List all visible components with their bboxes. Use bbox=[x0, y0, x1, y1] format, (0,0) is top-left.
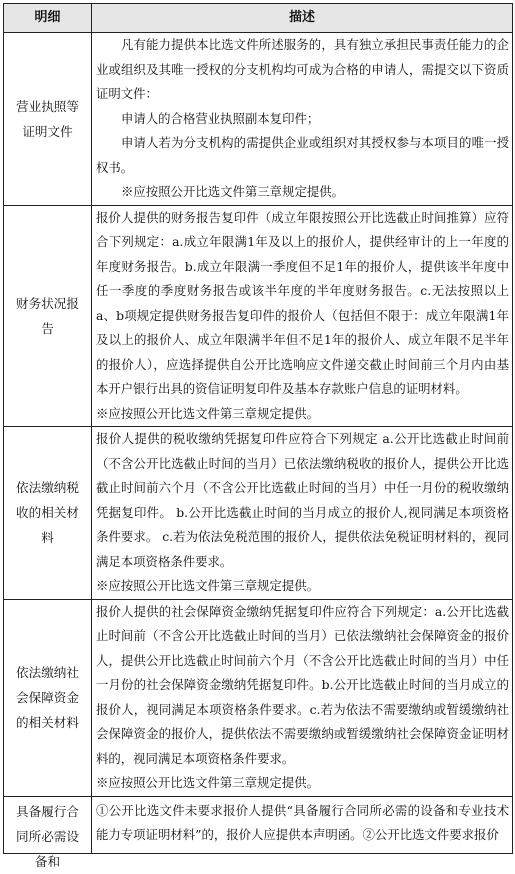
row-description bbox=[92, 33, 513, 206]
table-row bbox=[4, 599, 513, 796]
row-description bbox=[92, 427, 513, 600]
requirements-table bbox=[3, 3, 513, 869]
header-item: 明细 bbox=[4, 4, 92, 33]
row-item-label: 财务状况报告 bbox=[4, 205, 92, 427]
row-description bbox=[92, 599, 513, 796]
description-paragraph: 报价人提供的税收缴纳凭据复印件应符合下列规定 a.公开比选截止时间前（不含公开比选截止时间的当月）已依法缴纳税收的报价人，提供公开比选截止时间前六个月（不含公开比选截止时间的当月）中任一月份的税收缴纳凭据复印件。 b.公开比选截止时间的当月成立的报价人,视同满足本项资格条件要求。 c.若为依法免税范围的报价人，提供依法免税证明材料的，视同满足本项资格条件要求。 bbox=[96, 431, 509, 569]
header-description: 描述 bbox=[92, 4, 513, 33]
description-paragraph: 报价人提供的社会保障资金缴纳凭据复印件应符合下列规定：a.公开比选截止时间前（不含公开比选截止时间的当月）已依法缴纳社会保障资金的报价人，提供公开比选截止时间前六个月（不含公开比选截止时间的当月）中任一月份的社会保障资金缴纳凭据复印件。b.公开比选截止时间的当月成立的报价人，视同满足本项资格条件要求。c.若为依法不需要缴纳或暂缓缴纳社会保障资金的报价人，提供依法不需要缴纳或暂缓缴纳社会保障资金证明材料的，视同满足本项资格条件要求。 bbox=[96, 603, 509, 766]
table-row bbox=[4, 796, 513, 853]
description-paragraph: 报价人提供的财务报告复印件（成立年限按照公开比选截止时间推算）应符合下列规定：a.成立年限满1年及以上的报价人，提供经审计的上一年度的年度财务报告。b.成立年限满一季度但不足1年的报价人，提供该半年度中任一季度的季度财务报告或该半年度的半年度财务报告。c.无法按照以上a、b项规定提供财务报告复印件的报价人（包括但不限于：成立年限满1年及以上的报价人、成立年限满半年但不足1年的报价人、成立年限不足半年的报价人），应选择提供自公开比选响应文件递交截止时间前三个月内由基本开户银行出具的资信证明复印件及基本存款账户信息的证明材料。 bbox=[96, 209, 509, 396]
table-row bbox=[4, 33, 513, 206]
row-item-label bbox=[4, 796, 92, 869]
description-paragraph: 凡有能力提供本比选文件所述服务的，具有独立承担民事责任能力的企业或组织及其唯一授权的分支机构均可成为合格的申请人，需提交以下资质证明文件： bbox=[96, 37, 509, 101]
description-note: ※应按照公开比选文件第三章规定提供。 bbox=[96, 405, 320, 421]
row-description bbox=[92, 205, 513, 427]
row-item-label: 依法缴纳税收的相关材料 bbox=[4, 427, 92, 600]
table-header-row bbox=[4, 4, 513, 33]
description-paragraph: 申请人若为分支机构的需提供企业或组织对其授权参与本项目的唯一授权书。 bbox=[96, 135, 509, 175]
row-item-label: 依法缴纳社会保障资金的相关材料 bbox=[4, 599, 92, 796]
description-paragraph: ①公开比选文件未要求报价人提供“具备履行合同所必需的设备和专业技术能力专项证明材料”的，报价人应提供本声明函。②公开比选文件要求报价 bbox=[96, 802, 509, 842]
description-note: ※应按照公开比选文件第三章规定提供。 bbox=[96, 775, 320, 790]
row-description bbox=[92, 796, 513, 853]
row-item-label-text: 具备履行合同所必需设备和 bbox=[16, 803, 79, 869]
table-row bbox=[4, 427, 513, 600]
description-paragraph: 申请人的合格营业执照副本复印件； bbox=[121, 110, 320, 126]
description-note: ※应按照公开比选文件第三章规定提供。 bbox=[96, 578, 320, 593]
row-item-label: 营业执照等证明文件 bbox=[4, 33, 92, 206]
table-row bbox=[4, 205, 513, 427]
description-note: ※应按照公开比选文件第三章规定提供。 bbox=[121, 184, 345, 199]
